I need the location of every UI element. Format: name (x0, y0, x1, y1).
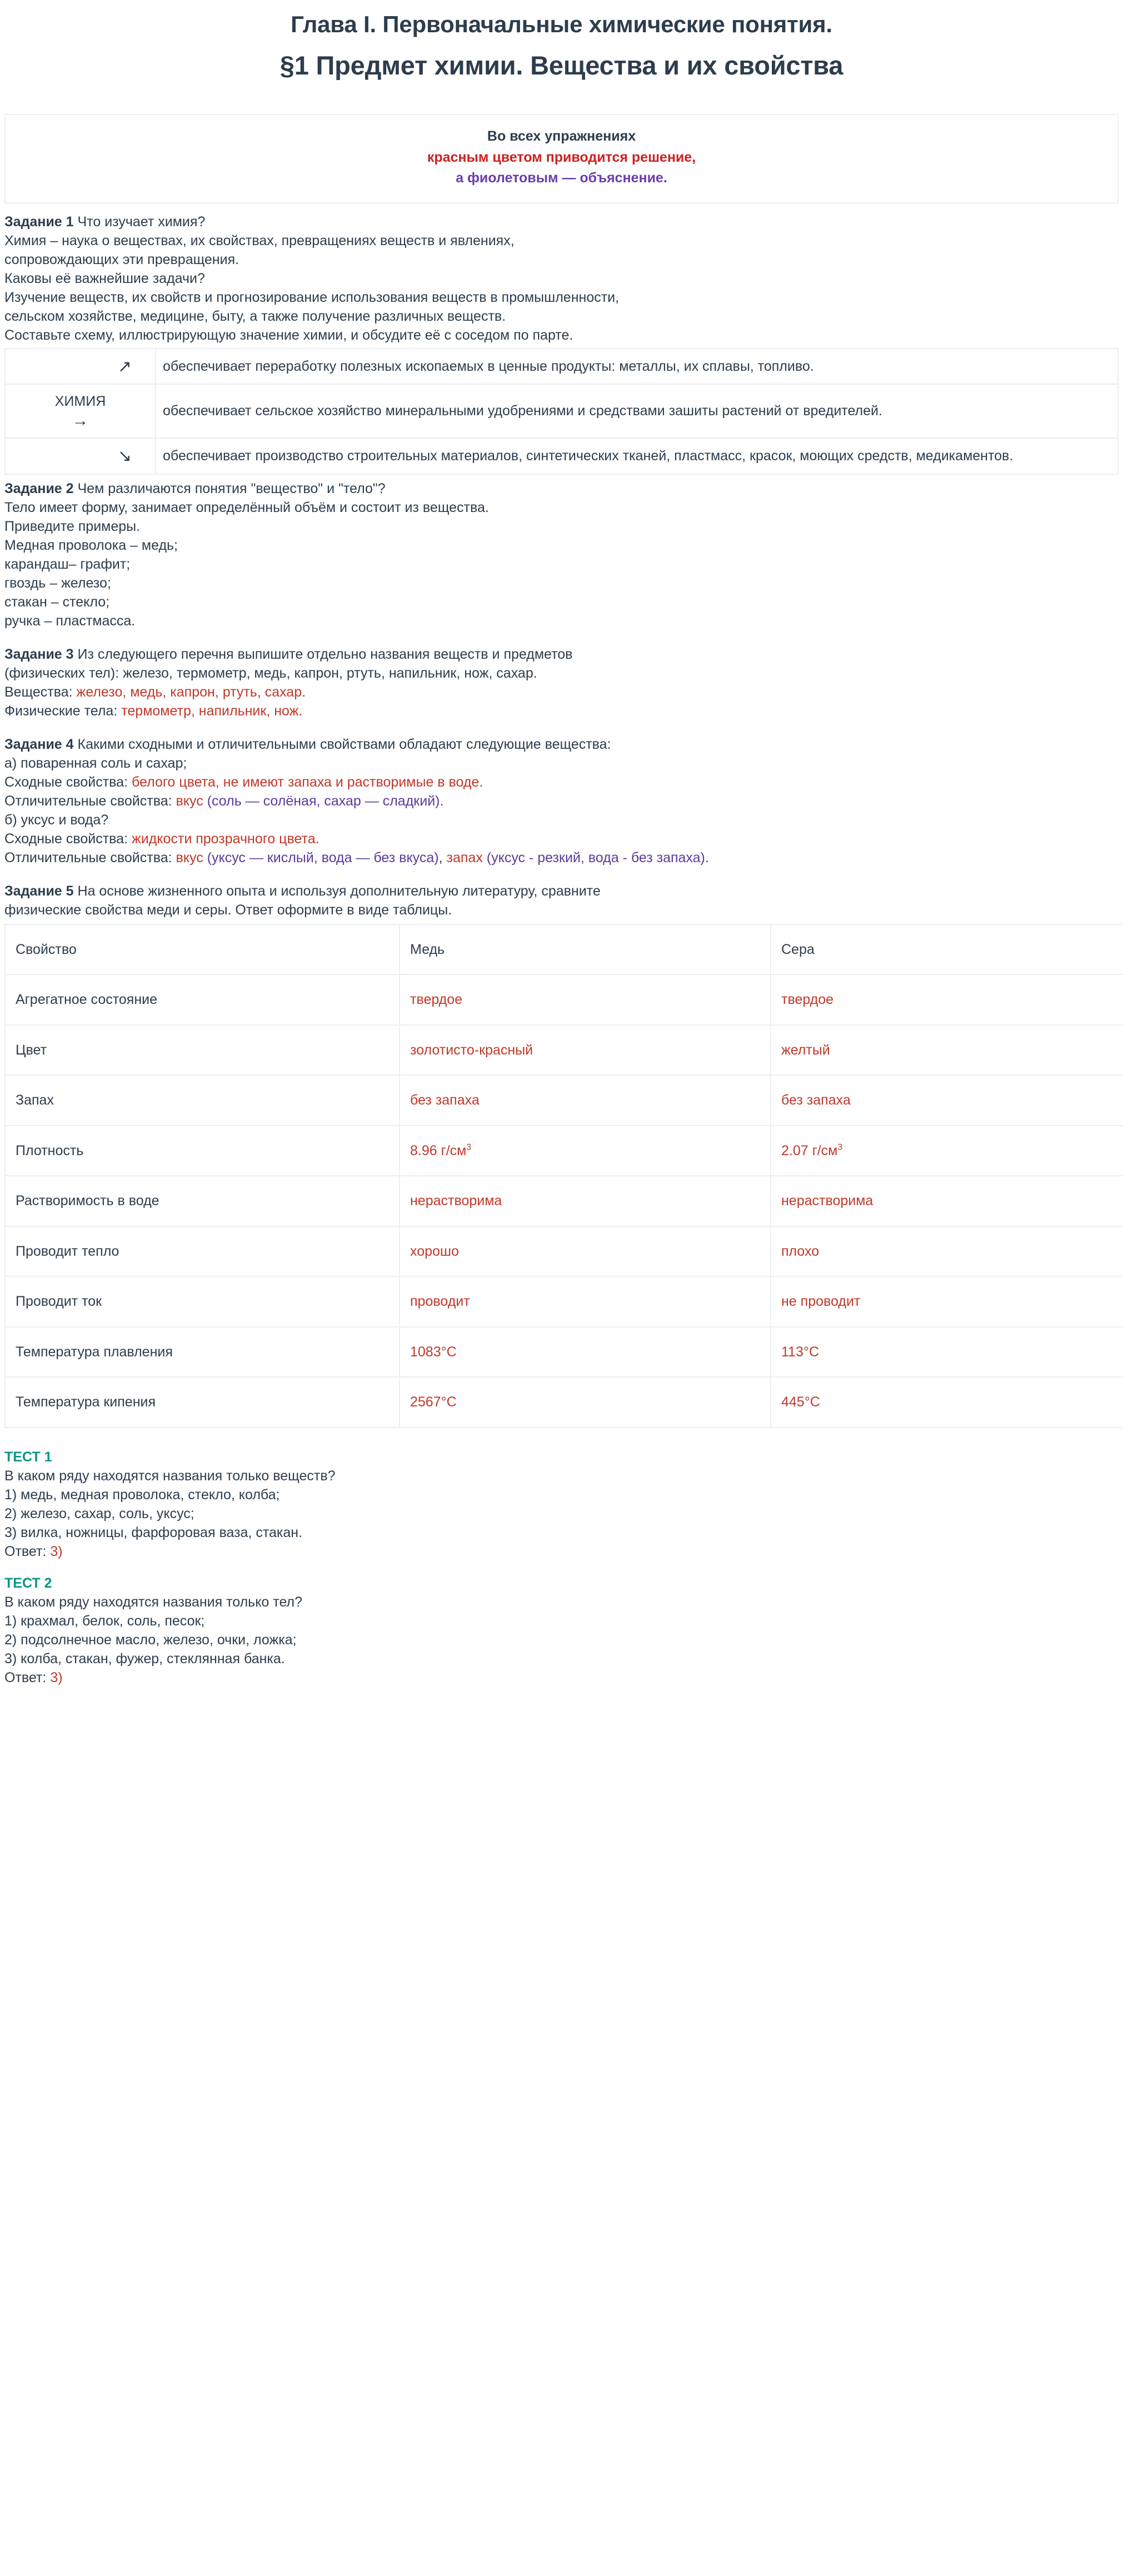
scheme-text-cell-1: обеспечивает переработку полезных ископаемых в ценные продукты: металлы, их сплавы, топливо. (156, 349, 1118, 385)
task-3-substances-answer: железо, медь, капрон, ртуть, сахар. (76, 684, 306, 700)
spacer (4, 867, 1119, 882)
row-copper-value: без запаха (400, 1075, 771, 1126)
task-2-block (0, 479, 1123, 919)
task-4-label: Задание 4 (4, 736, 74, 752)
notice-line-3: а фиолетовым — объяснение. (456, 170, 667, 186)
task-4-a-diff-label: Отличительные свойства: (4, 793, 176, 809)
task-4-a-similar (4, 773, 1119, 792)
test-1-answer-label: Ответ: (4, 1543, 51, 1559)
test-2-question: В каком ряду находятся названия только тел? (4, 1594, 303, 1610)
task-3-substances (4, 683, 1119, 702)
task-2-label: Задание 2 (4, 480, 74, 496)
test-2-block (0, 1575, 1123, 1687)
task-4-b-similar-answer: жидкости прозрачного цвета. (131, 831, 320, 847)
row-property: Проводит тепло (5, 1226, 400, 1277)
row-property: Температура плавления (5, 1327, 400, 1377)
task-1-question-3: Составьте схему, иллюстрирующую значение химии, и обсудите её с соседом по парте. (4, 327, 573, 343)
task-1-question-2: Каковы её важнейшие задачи? (4, 270, 205, 286)
density-sulfur-text: 2.07 г/см (781, 1142, 838, 1158)
task-1-answer-2-line-1: Изучение веществ, их свойств и прогнозирование использования веществ в промышленности, (4, 289, 620, 305)
row-property: Плотность (5, 1126, 400, 1176)
task-1-block (0, 212, 1123, 345)
row-copper-value: твердое (400, 974, 771, 1025)
task-3-substances-label: Вещества: (4, 684, 77, 700)
task-4-question (4, 735, 1119, 754)
test-1-option-2: 2) железо, сахар, соль, уксус; (4, 1505, 194, 1521)
test-2-answer (4, 1668, 1119, 1687)
task-1-answer-line-1: Химия – наука о веществах, их свойствах, превращениях веществ и явлениях, (4, 232, 515, 248)
task-4-item-a: а) поваренная соль и сахар; (4, 755, 187, 771)
row-sulfur-value: не проводит (771, 1276, 1123, 1327)
legend-notice-box (4, 114, 1119, 203)
row-sulfur-value: нерастворима (771, 1176, 1123, 1226)
row-sulfur-value: плохо (771, 1226, 1123, 1277)
row-property: Цвет (5, 1025, 400, 1076)
row-sulfur-value: 113°С (771, 1327, 1123, 1377)
column-header-sulfur: Сера (771, 924, 1123, 975)
notice-line-2: красным цветом приводится решение, (427, 149, 696, 165)
column-header-property: Свойство (5, 924, 400, 975)
task-2-example-3: гвоздь – железо; (4, 575, 111, 591)
arrow-right-icon: → (72, 411, 89, 430)
task-4-b-similar-label: Сходные свойства: (4, 831, 132, 847)
spacer (0, 1428, 1123, 1449)
task-2-example-5: ручка – пластмасса. (4, 613, 136, 629)
section-title: §1 Предмет химии. Вещества и их свойства (279, 50, 844, 80)
scheme-row (5, 349, 1118, 385)
properties-comparison-table (4, 924, 1123, 1428)
task-1-answer-2-line-2: сельском хозяйстве, медицине, быту, а также получение различных веществ. (4, 308, 506, 324)
chemistry-scheme-table (4, 348, 1119, 475)
test-1-option-1: 1) медь, медная проволока, стекло, колба; (4, 1486, 280, 1503)
density-copper-text: 8.96 г/см (410, 1142, 467, 1158)
table-header-row (5, 924, 1123, 975)
row-property: Растворимость в воде (5, 1176, 400, 1226)
task-4-a-diff-red: вкус (176, 793, 207, 809)
test-1-block (0, 1449, 1123, 1561)
test-1-title: ТЕСТ 1 (4, 1449, 52, 1465)
column-header-copper: Медь (400, 924, 771, 975)
task-1-question (4, 212, 1119, 231)
task-4-b-diff (4, 848, 1119, 867)
test-1-answer (4, 1542, 1119, 1561)
task-3-question-text: Из следующего перечня выпишите отдельно названия веществ и предметов (77, 646, 573, 662)
row-property: Проводит ток (5, 1276, 400, 1327)
scheme-row (5, 384, 1118, 438)
task-4-b-diff-red-1: вкус (176, 849, 207, 866)
test-2-answer-label: Ответ: (4, 1669, 51, 1685)
task-2-answer: Тело имеет форму, занимает определённый объём и состоит из вещества. (4, 499, 489, 515)
table-row (5, 1176, 1123, 1226)
arrow-up-right-icon: ↗ (117, 357, 132, 376)
task-2-example-4: стакан – стекло; (4, 594, 110, 610)
task-4-item-b: б) уксус и вода? (4, 812, 109, 828)
row-sulfur-value: без запаха (771, 1075, 1123, 1126)
task-4-b-diff-label: Отличительные свойства: (4, 849, 176, 866)
table-row (5, 1126, 1123, 1176)
scheme-center-label: ХИМИЯ (54, 394, 106, 410)
arrow-down-right-icon: ↘ (117, 446, 132, 465)
task-4-a-diff-purple: (соль — солёная, сахар — сладкий). (207, 793, 444, 809)
task-5-question-text: На основе жизненного опыта и используя дополнительную литературу, сравните (77, 883, 601, 899)
table-row (5, 1377, 1123, 1428)
test-2-option-3: 3) колба, стакан, фужер, стеклянная банка. (4, 1650, 285, 1667)
scheme-text-cell-3: обеспечивает производство строительных материалов, синтетических тканей, пластмасс, красок, моющих средств, медикаментов. (156, 438, 1118, 474)
notice-line-1: Во всех упражнениях (487, 128, 636, 145)
task-2-question-2: Приведите примеры. (4, 518, 141, 534)
task-1-answer-line-2: сопровождающих эти превращения. (4, 251, 239, 267)
spacer (4, 630, 1119, 645)
task-4-b-diff-red-2: запах (446, 849, 487, 866)
table-row (5, 1025, 1123, 1076)
row-property: Температура кипения (5, 1377, 400, 1428)
table-row (5, 1276, 1123, 1327)
spacer (0, 1687, 1123, 1702)
test-1-question: В каком ряду находятся названия только веществ? (4, 1468, 336, 1484)
row-copper-value: золотисто-красный (400, 1025, 771, 1076)
scheme-arrow-cell-up (5, 349, 156, 385)
task-3-bodies-answer: термометр, напильник, нож. (121, 703, 303, 719)
density-copper-superscript: 3 (466, 1142, 471, 1152)
test-1-option-3: 3) вилка, ножницы, фарфоровая ваза, стакан. (4, 1524, 303, 1540)
row-copper-value: проводит (400, 1276, 771, 1327)
row-copper-value: хорошо (400, 1226, 771, 1277)
row-sulfur-value: твердое (771, 974, 1123, 1025)
task-2-question-text: Чем различаются понятия "вещество" и "тело"? (77, 480, 386, 496)
row-copper-value (400, 1126, 771, 1176)
row-copper-value: 1083°С (400, 1327, 771, 1377)
table-row (5, 974, 1123, 1025)
test-1-answer-value: 3) (50, 1543, 63, 1559)
row-copper-value: нерастворима (400, 1176, 771, 1226)
task-5-question-line-2: физические свойства меди и серы. Ответ оформите в виде таблицы. (4, 902, 452, 918)
page-title: Глава I. Первоначальные химические понятия. (291, 11, 832, 37)
density-sulfur-superscript: 3 (837, 1142, 842, 1152)
row-sulfur-value: 445°С (771, 1377, 1123, 1428)
test-2-option-2: 2) подсолнечное масло, железо, очки, ложка; (4, 1632, 297, 1648)
task-2-question (4, 479, 1119, 498)
task-4-b-diff-purple-2: (уксус - резкий, вода - без запаха). (486, 849, 709, 866)
task-3-bodies (4, 702, 1119, 720)
task-4-question-text: Какими сходными и отличительными свойствами обладают следующие вещества: (77, 736, 611, 752)
spacer (0, 1561, 1123, 1575)
table-row (5, 1226, 1123, 1277)
scheme-center-label-cell (5, 384, 156, 438)
task-4-a-similar-answer: белого цвета, не имеют запаха и растворимые в воде. (131, 774, 483, 790)
task-4-b-diff-purple-1: (уксус — кислый, вода — без вкуса) (207, 849, 439, 866)
task-1-label: Задание 1 (4, 213, 74, 230)
scheme-text-cell-2: обеспечивает сельское хозяйство минеральными удобрениями и средствами зашиты растений от вредителей. (156, 384, 1118, 438)
test-2-option-1: 1) крахмал, белок, соль, песок; (4, 1613, 205, 1629)
task-4-b-similar (4, 829, 1119, 848)
test-2-answer-value: 3) (50, 1669, 63, 1685)
row-property: Агрегатное состояние (5, 974, 400, 1025)
task-4-b-diff-separator: , (438, 849, 447, 866)
row-property: Запах (5, 1075, 400, 1126)
scheme-arrow-cell-down (5, 438, 156, 474)
task-2-example-2: карандаш– графит; (4, 556, 131, 572)
task-2-example-1: Медная проволока – медь; (4, 537, 178, 553)
task-3-question-line-2: (физических тел): железо, термометр, медь, капрон, ртуть, напильник, нож, сахар. (4, 665, 537, 681)
task-4-a-diff (4, 792, 1119, 810)
task-3-bodies-label: Физические тела: (4, 703, 122, 719)
task-1-question-text: Что изучает химия? (77, 213, 206, 230)
spacer (4, 720, 1119, 735)
table-row (5, 1075, 1123, 1126)
task-3-label: Задание 3 (4, 646, 74, 662)
test-2-title: ТЕСТ 2 (4, 1575, 52, 1591)
task-5-label: Задание 5 (4, 883, 74, 899)
table-row (5, 1327, 1123, 1377)
task-5-question-line-1 (4, 882, 1119, 901)
row-copper-value: 2567°С (400, 1377, 771, 1428)
scheme-row (5, 438, 1118, 474)
row-sulfur-value (771, 1126, 1123, 1176)
task-3-question-line-1 (4, 645, 1119, 664)
row-sulfur-value: желтый (771, 1025, 1123, 1076)
task-4-a-similar-label: Сходные свойства: (4, 774, 132, 790)
title-block (0, 0, 1123, 82)
